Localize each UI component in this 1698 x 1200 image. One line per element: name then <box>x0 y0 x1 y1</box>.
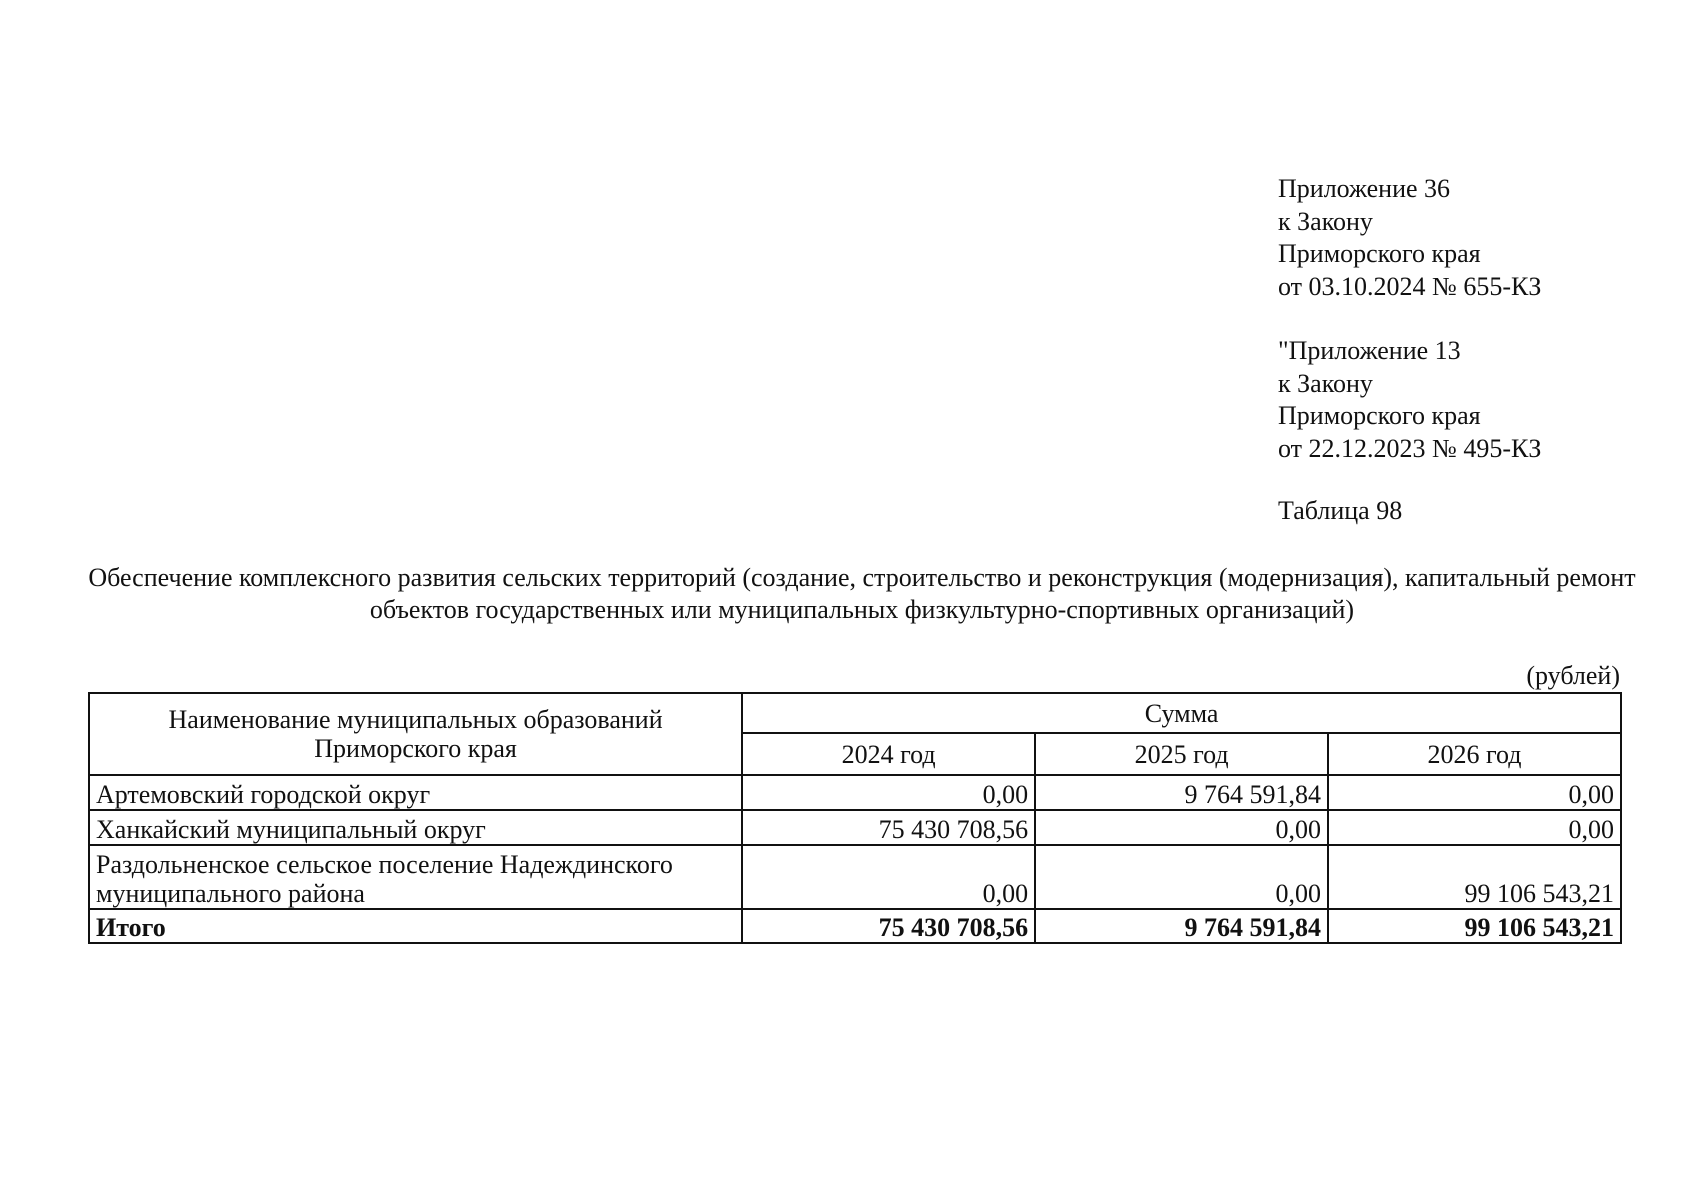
total-row <box>89 909 1621 943</box>
amount-2024: 0,00 <box>742 845 1035 909</box>
appendix-line: от 03.10.2024 № 655-КЗ <box>1278 271 1542 301</box>
amount-2026: 99 106 543,21 <box>1328 845 1621 909</box>
amount-2024: 75 430 708,56 <box>742 810 1035 845</box>
table-number: Таблица 98 <box>1278 496 1403 525</box>
appendix-line: Приложение 36 <box>1278 174 1451 203</box>
table-row <box>89 845 1621 909</box>
amount-2025: 0,00 <box>1035 810 1328 845</box>
unit-label: (рублей) <box>1526 661 1620 690</box>
appendix-current-reference <box>1278 173 1541 303</box>
allocation-table <box>88 692 1622 944</box>
total-2026: 99 106 543,21 <box>1328 909 1621 943</box>
header-sum: Сумма <box>742 693 1621 733</box>
amount-2026: 0,00 <box>1328 775 1621 810</box>
header-year-2025: 2025 год <box>1035 733 1328 775</box>
amount-2024: 0,00 <box>742 775 1035 810</box>
header-year-2024: 2024 год <box>742 733 1035 775</box>
table-row <box>89 810 1621 845</box>
municipality-name: Артемовский городской округ <box>89 775 742 810</box>
appendix-line: "Приложение 13 <box>1278 336 1461 365</box>
document-title: Обеспечение комплексного развития сельских территорий (создание, строительство и реконструкция (модернизация), капитальный ремонт объектов государственных или муниципальных физкультурно-спортивных организаций) <box>88 563 1636 624</box>
appendix-line: от 22.12.2023 № 495-КЗ <box>1278 433 1542 463</box>
header-municipality: Наименование муниципальных образований Приморского края <box>89 693 742 775</box>
total-2024: 75 430 708,56 <box>742 909 1035 943</box>
amount-2026: 0,00 <box>1328 810 1621 845</box>
appendix-line: к Закону <box>1278 368 1373 398</box>
table-row <box>89 775 1621 810</box>
municipality-name: Раздольненское сельское поселение Надеждинского муниципального района <box>89 845 742 909</box>
appendix-line: Приморского края <box>1278 401 1481 430</box>
amount-2025: 9 764 591,84 <box>1035 775 1328 810</box>
appendix-line: Приморского края <box>1278 239 1481 268</box>
total-2025: 9 764 591,84 <box>1035 909 1328 943</box>
municipality-name: Ханкайский муниципальный округ <box>89 810 742 845</box>
header-year-2026: 2026 год <box>1328 733 1621 775</box>
total-label: Итого <box>89 909 742 943</box>
amount-2025: 0,00 <box>1035 845 1328 909</box>
appendix-line: к Закону <box>1278 206 1373 236</box>
appendix-amended-reference <box>1278 335 1541 465</box>
